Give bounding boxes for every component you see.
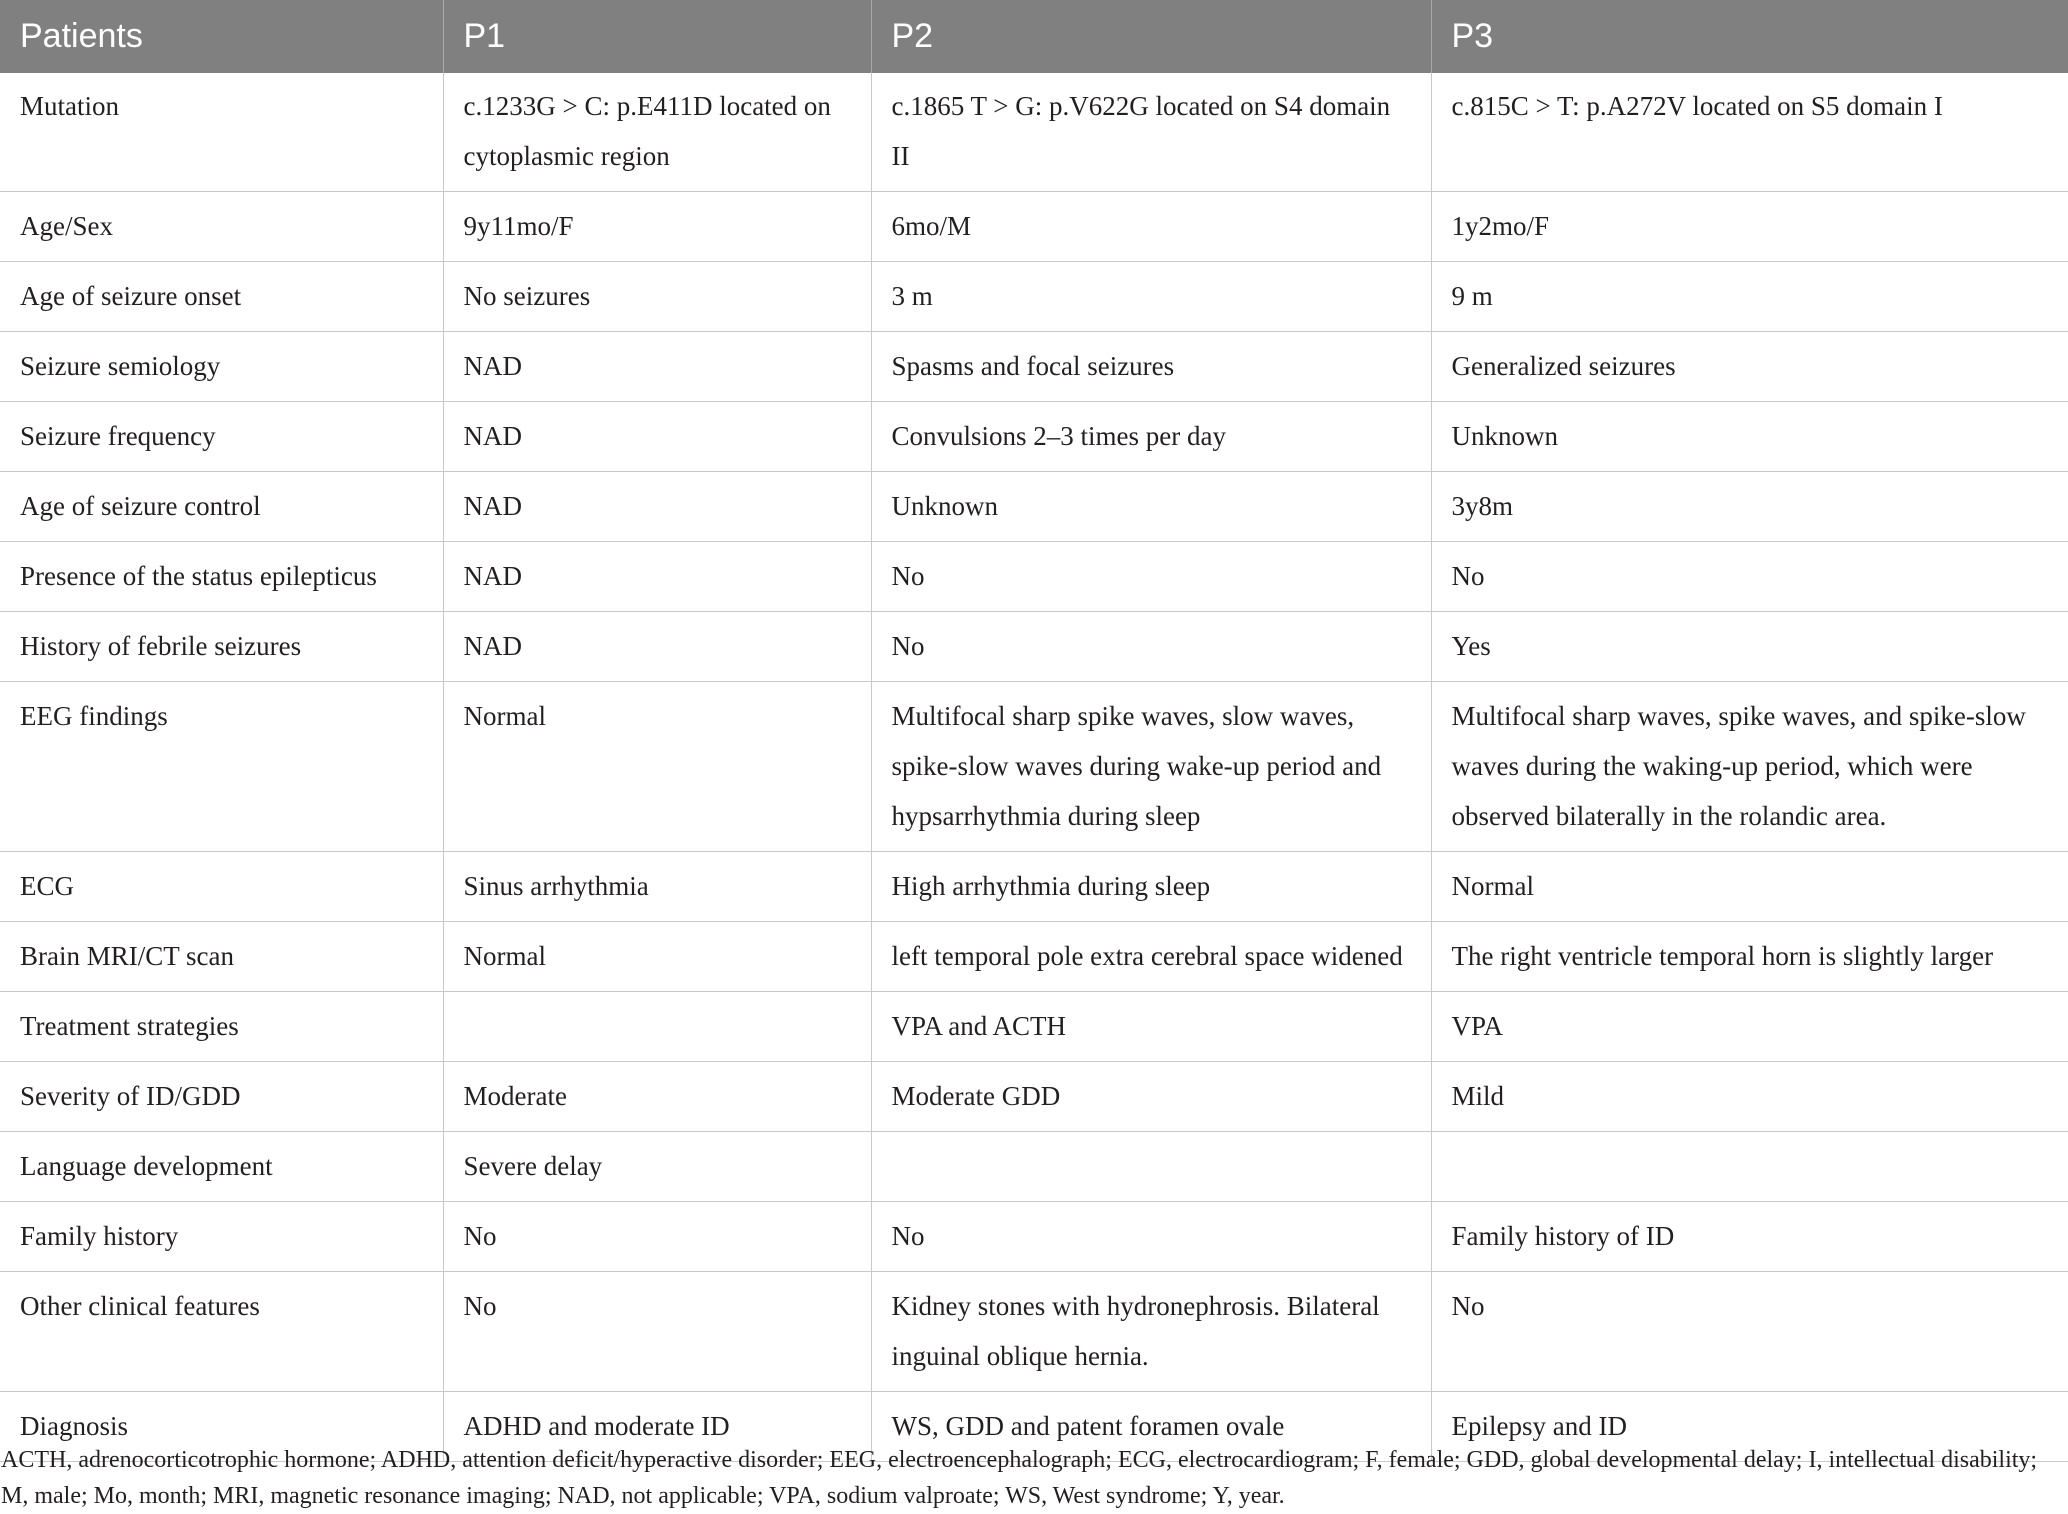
- cell-p2: No: [871, 1202, 1431, 1272]
- row-label: EEG findings: [0, 682, 443, 852]
- table-row: [0, 1062, 2068, 1132]
- cell-p2: Multifocal sharp spike waves, slow waves, spike-slow waves during wake-up period and hypsarrhythmia during sleep: [871, 682, 1431, 852]
- row-label: Age of seizure onset: [0, 262, 443, 332]
- cell-p1: [443, 992, 871, 1062]
- cell-p2: left temporal pole extra cerebral space widened: [871, 922, 1431, 992]
- cell-p1: NAD: [443, 472, 871, 542]
- cell-p2: Unknown: [871, 472, 1431, 542]
- cell-p3: Epilepsy and ID: [1431, 1392, 2068, 1462]
- cell-p3: No: [1431, 542, 2068, 612]
- table-row: [0, 472, 2068, 542]
- table-header-row: [0, 0, 2068, 73]
- cell-p2: High arrhythmia during sleep: [871, 852, 1431, 922]
- cell-p3: No: [1431, 1272, 2068, 1392]
- cell-p1: 9y11mo/F: [443, 192, 871, 262]
- cell-p2: VPA and ACTH: [871, 992, 1431, 1062]
- cell-p2: Convulsions 2–3 times per day: [871, 402, 1431, 472]
- table-row: [0, 1272, 2068, 1392]
- table-row: [0, 992, 2068, 1062]
- row-label: Brain MRI/CT scan: [0, 922, 443, 992]
- cell-p3: The right ventricle temporal horn is slightly larger: [1431, 922, 2068, 992]
- row-label: ECG: [0, 852, 443, 922]
- cell-p2: 6mo/M: [871, 192, 1431, 262]
- cell-p2: [871, 1132, 1431, 1202]
- cell-p3: 1y2mo/F: [1431, 192, 2068, 262]
- table-row: [0, 332, 2068, 402]
- cell-p3: Yes: [1431, 612, 2068, 682]
- row-label: Diagnosis: [0, 1392, 443, 1462]
- row-label: Seizure frequency: [0, 402, 443, 472]
- header-p1: P1: [443, 0, 871, 73]
- table-row: [0, 852, 2068, 922]
- table-row: [0, 192, 2068, 262]
- cell-p1: NAD: [443, 612, 871, 682]
- table-row: [0, 542, 2068, 612]
- cell-p1: Moderate: [443, 1062, 871, 1132]
- cell-p2: Spasms and focal seizures: [871, 332, 1431, 402]
- cell-p3: 3y8m: [1431, 472, 2068, 542]
- cell-p3: c.815C > T: p.A272V located on S5 domain I: [1431, 73, 2068, 192]
- cell-p1: NAD: [443, 332, 871, 402]
- cell-p3: [1431, 1132, 2068, 1202]
- table-row: [0, 612, 2068, 682]
- table-row: [0, 262, 2068, 332]
- table-row: [0, 402, 2068, 472]
- cell-p1: No: [443, 1272, 871, 1392]
- row-label: Seizure semiology: [0, 332, 443, 402]
- cell-p1: NAD: [443, 542, 871, 612]
- cell-p2: 3 m: [871, 262, 1431, 332]
- row-label: Language development: [0, 1132, 443, 1202]
- cell-p1: ADHD and moderate ID: [443, 1392, 871, 1462]
- cell-p2: No: [871, 542, 1431, 612]
- row-label: Age/Sex: [0, 192, 443, 262]
- cell-p2: Moderate GDD: [871, 1062, 1431, 1132]
- cell-p3: Mild: [1431, 1062, 2068, 1132]
- table-row: [0, 1132, 2068, 1202]
- row-label: Age of seizure control: [0, 472, 443, 542]
- row-label: Presence of the status epilepticus: [0, 542, 443, 612]
- row-label: Mutation: [0, 73, 443, 192]
- header-patients: Patients: [0, 0, 443, 73]
- row-label: Severity of ID/GDD: [0, 1062, 443, 1132]
- row-label: Other clinical features: [0, 1272, 443, 1392]
- row-label: Treatment strategies: [0, 992, 443, 1062]
- cell-p1: No seizures: [443, 262, 871, 332]
- cell-p1: Sinus arrhythmia: [443, 852, 871, 922]
- table-row: [0, 73, 2068, 192]
- cell-p2: No: [871, 612, 1431, 682]
- cell-p1: No: [443, 1202, 871, 1272]
- cell-p1: c.1233G > C: p.E411D located on cytoplasmic region: [443, 73, 871, 192]
- table-row: [0, 922, 2068, 992]
- cell-p1: Normal: [443, 682, 871, 852]
- row-label: History of febrile seizures: [0, 612, 443, 682]
- cell-p2: Kidney stones with hydronephrosis. Bilateral inguinal oblique hernia.: [871, 1272, 1431, 1392]
- cell-p3: Generalized seizures: [1431, 332, 2068, 402]
- cell-p2: WS, GDD and patent foramen ovale: [871, 1392, 1431, 1462]
- header-p3: P3: [1431, 0, 2068, 73]
- header-p2: P2: [871, 0, 1431, 73]
- cell-p3: 9 m: [1431, 262, 2068, 332]
- cell-p3: VPA: [1431, 992, 2068, 1062]
- cell-p1: NAD: [443, 402, 871, 472]
- row-label: Family history: [0, 1202, 443, 1272]
- cell-p3: Multifocal sharp waves, spike waves, and spike-slow waves during the waking-up period, which were observed bilaterally in the rolandic area.: [1431, 682, 2068, 852]
- cell-p2: c.1865 T > G: p.V622G located on S4 domain II: [871, 73, 1431, 192]
- cell-p3: Family history of ID: [1431, 1202, 2068, 1272]
- cell-p1: Normal: [443, 922, 871, 992]
- table-row: [0, 682, 2068, 852]
- cell-p1: Severe delay: [443, 1132, 871, 1202]
- table-footnote: ACTH, adrenocorticotrophic hormone; ADHD, attention deficit/hyperactive disorder; EEG, electroencephalograph; ECG, electrocardiogram; F, female; GDD, global developmental delay; I, intellectual disability; M, male; Mo, month; MRI, magnetic resonance imaging; NAD, not applicable; VPA, sodium valproate; WS, West syndrome; Y, year.: [1, 1447, 2038, 1509]
- table-row: [0, 1202, 2068, 1272]
- cell-p3: Unknown: [1431, 402, 2068, 472]
- cell-p3: Normal: [1431, 852, 2068, 922]
